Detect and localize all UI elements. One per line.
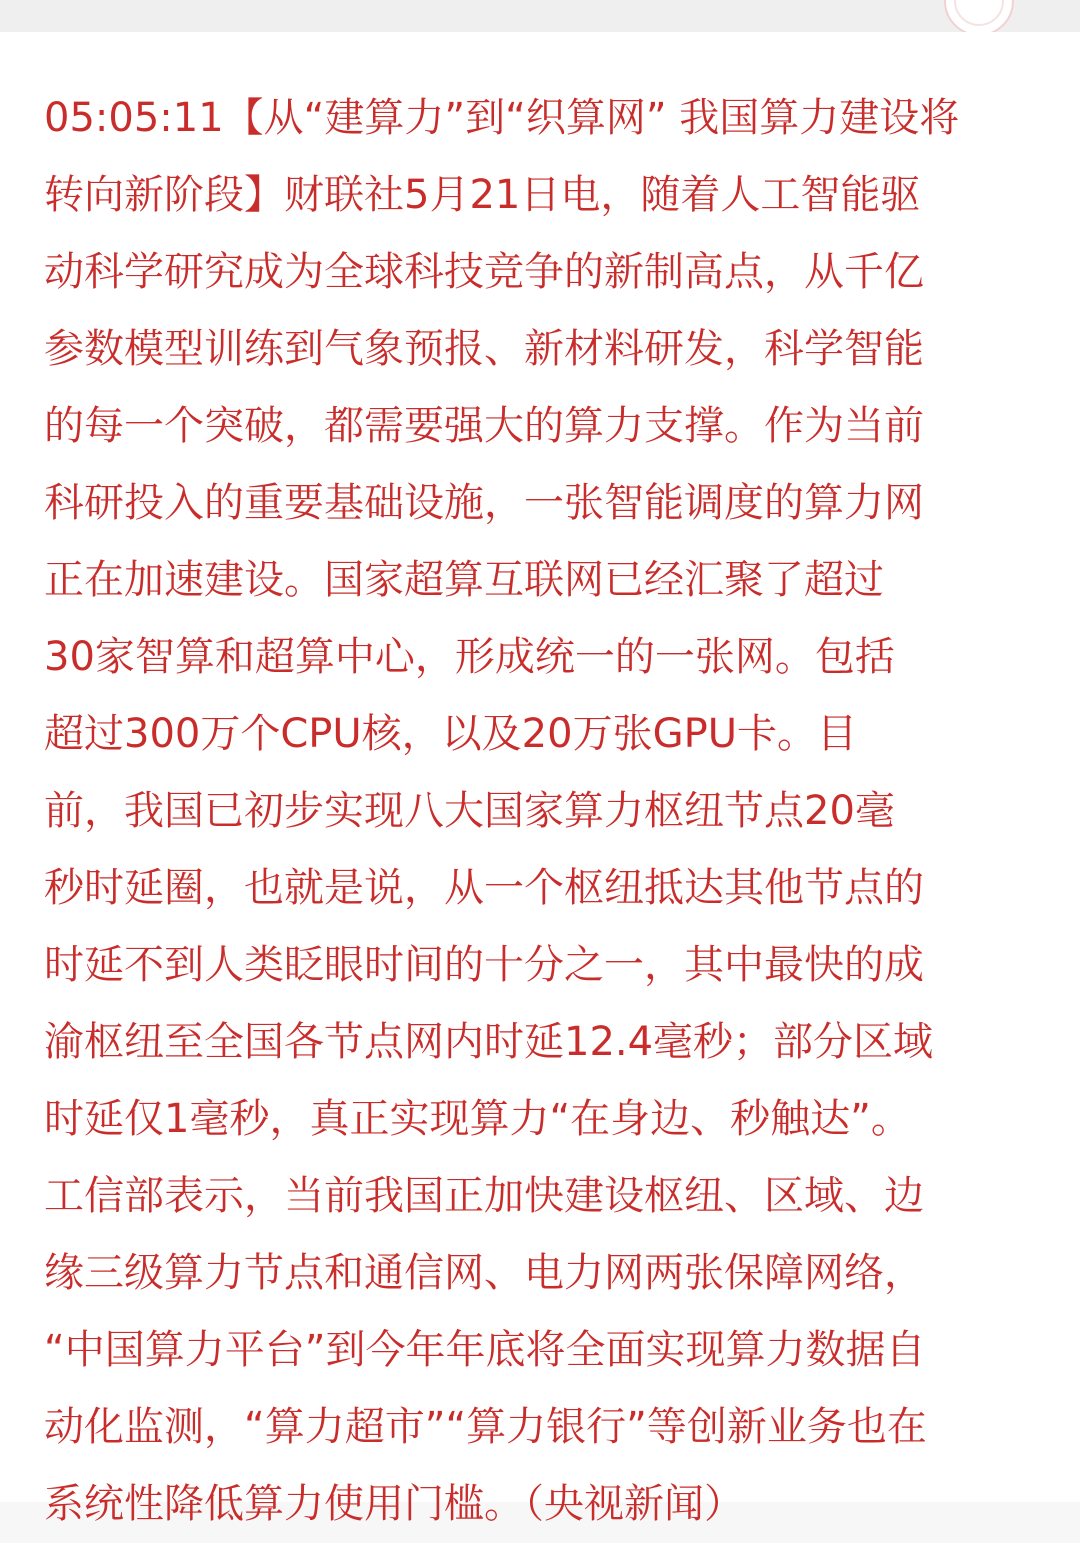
article-line: 05:05:11【从“建算力”到“织算网” 我国算力建设将 bbox=[44, 95, 960, 141]
article-line: 超过300万个CPU核，以及20万张GPU卡。目 bbox=[44, 711, 857, 757]
article-line: 缘三级算力节点和通信网、电力网两张保障网络， bbox=[44, 1250, 924, 1296]
article-line: 30家智算和超算中心，形成统一的一张网。包括 bbox=[44, 634, 895, 680]
top-strip bbox=[0, 0, 1080, 32]
article-line: 科研投入的重要基础设施，一张智能调度的算力网 bbox=[44, 480, 924, 526]
article-card bbox=[0, 32, 1080, 1527]
article-line: 时延不到人类眨眼时间的十分之一，其中最快的成 bbox=[44, 942, 924, 988]
article-line: “中国算力平台”到今年年底将全面实现算力数据自 bbox=[44, 1327, 926, 1373]
article-line: 渝枢纽至全国各节点网内时延12.4毫秒；部分区域 bbox=[44, 1019, 934, 1065]
article-line: 动化监测，“算力超市”“算力银行”等创新业务也在 bbox=[44, 1404, 927, 1450]
article-body bbox=[44, 80, 1036, 1543]
article-line: 参数模型训练到气象预报、新材料研发，科学智能 bbox=[44, 326, 924, 372]
article-line: 系统性降低算力使用门槛。（央视新闻） bbox=[44, 1481, 744, 1527]
article-line: 前，我国已初步实现八大国家算力枢纽节点20毫 bbox=[44, 788, 895, 834]
article-line: 动科学研究成为全球科技竞争的新制高点，从千亿 bbox=[44, 249, 924, 295]
article-line: 秒时延圈，也就是说，从一个枢纽抵达其他节点的 bbox=[44, 865, 924, 911]
article-line: 正在加速建设。国家超算互联网已经汇聚了超过 bbox=[44, 557, 884, 603]
article-line: 转向新阶段】财联社5月21日电，随着人工智能驱 bbox=[44, 172, 921, 218]
article-line: 工信部表示，当前我国正加快建设枢纽、区域、边 bbox=[44, 1173, 924, 1219]
article-line: 时延仅1毫秒，真正实现算力“在身边、秒触达”。 bbox=[44, 1096, 911, 1142]
article-line: 的每一个突破，都需要强大的算力支撑。作为当前 bbox=[44, 403, 924, 449]
